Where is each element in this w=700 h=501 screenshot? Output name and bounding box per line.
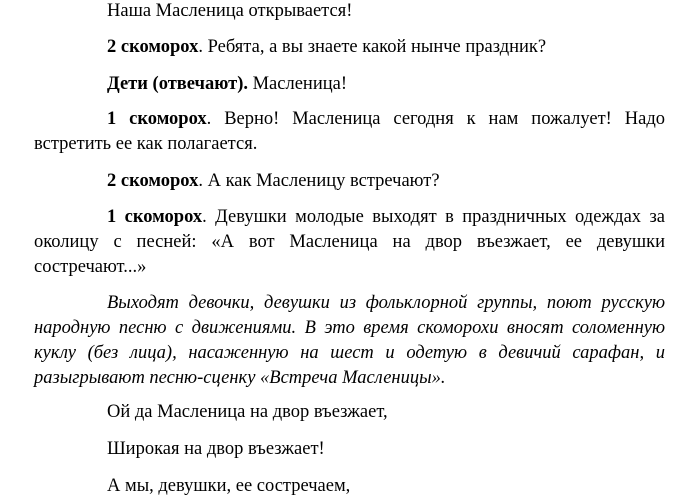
speaker-label: 1 скоморох <box>107 207 203 227</box>
paragraph-text: Масленица! <box>247 74 347 94</box>
speaker-label: Дети (отвечают). <box>107 74 248 94</box>
paragraph-text: А мы, девушки, ее состречаем, <box>107 476 351 496</box>
song-line-2 <box>34 437 665 462</box>
paragraph-text: . Ребята, а вы знаете какой нынче праздник? <box>198 37 547 57</box>
paragraph-text: . А как Масленицу встречают? <box>198 171 440 191</box>
paragraph-text: . Верно! Масленица сегодня к нам пожалует! Надо встретить ее как полагается. <box>34 109 665 154</box>
song-line-1 <box>34 400 665 425</box>
speaker-label: 2 скоморох <box>107 171 199 191</box>
paragraph-3 <box>34 72 665 97</box>
paragraph-text: Ой да Масленица на двор въезжает, <box>107 402 388 422</box>
paragraph-5 <box>34 169 665 194</box>
paragraph-text: Широкая на двор въезжает! <box>107 439 325 459</box>
paragraph-6 <box>34 205 665 280</box>
song-line-3 <box>34 474 665 499</box>
paragraph-text: . Девушки молодые выходят в праздничных одеждах за околицу с песней: «А вот Масленица на двор въезжает, ее девушки состречают...» <box>34 207 665 277</box>
paragraph-1 <box>34 0 665 24</box>
paragraph-2 <box>34 35 665 60</box>
stage-direction <box>34 291 665 391</box>
speaker-label: 1 скоморох <box>107 109 207 129</box>
paragraph-4 <box>34 107 665 157</box>
speaker-label: 2 скоморох <box>107 37 199 57</box>
paragraph-text: Выходят девочки, девушки из фольклорной группы, поют русскую народную песню с движениями. В это время скоморохи вносят соломенную куклу (без лица), насаженную на шест и одетую в девичий сарафан, и разыгрывают песню-сценку «Встреча Масленицы». <box>34 293 665 388</box>
paragraph-text: Наша Масленица открывается! <box>107 1 353 21</box>
